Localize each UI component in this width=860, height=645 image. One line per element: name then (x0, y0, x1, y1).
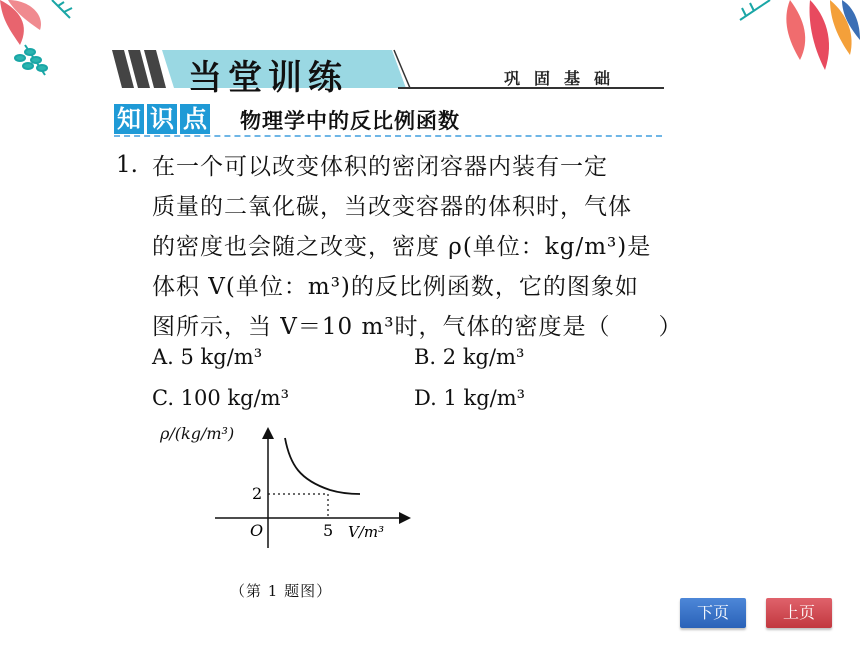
x-axis-label: V/m³ (348, 523, 385, 541)
question-line: 的密度也会随之改变，密度 ρ(单位：kg/m³)是 (152, 234, 652, 260)
badge-char: 识 (147, 104, 177, 134)
previous-page-button[interactable]: 上页 (766, 598, 832, 628)
option-d[interactable]: D. 1 kg/m³ (414, 386, 526, 410)
floral-decoration-top-left (0, 0, 80, 90)
y-tick-label: 2 (252, 484, 263, 503)
question-line: 图所示，当 V＝10 m³时，气体的密度是（ ） (152, 314, 683, 340)
question-line: 在一个可以改变体积的密闭容器内装有一定 (152, 154, 608, 180)
badge-char: 点 (180, 104, 210, 134)
floral-decoration-top-right (730, 0, 860, 75)
dashed-divider (114, 135, 662, 137)
section-subtitle: 巩固基础 (504, 69, 625, 88)
question-line: 质量的二氧化碳，当改变容器的体积时，气体 (152, 194, 632, 220)
question-text (152, 147, 683, 347)
question-number: 1. (116, 152, 138, 178)
graph-y-label: ρ/(kg/m³) (160, 424, 235, 443)
x-tick-label: 5 (323, 521, 334, 540)
badge-char: 知 (114, 104, 144, 134)
knowledge-point-title: 物理学中的反比例函数 (240, 109, 460, 133)
knowledge-point-badge (114, 104, 210, 134)
curve (285, 438, 360, 494)
origin-label: O (250, 521, 264, 540)
option-a[interactable]: A. 5 kg/m³ (152, 345, 263, 369)
figure-caption: （第 1 题图） (230, 582, 333, 600)
option-c[interactable]: C. 100 kg/m³ (152, 386, 290, 410)
question-line: 体积 V(单位：m³)的反比例函数，它的图象如 (152, 274, 639, 300)
option-b[interactable]: B. 2 kg/m³ (414, 345, 525, 369)
section-title: 当堂训练 (188, 58, 348, 98)
next-page-button[interactable]: 下页 (680, 598, 746, 628)
